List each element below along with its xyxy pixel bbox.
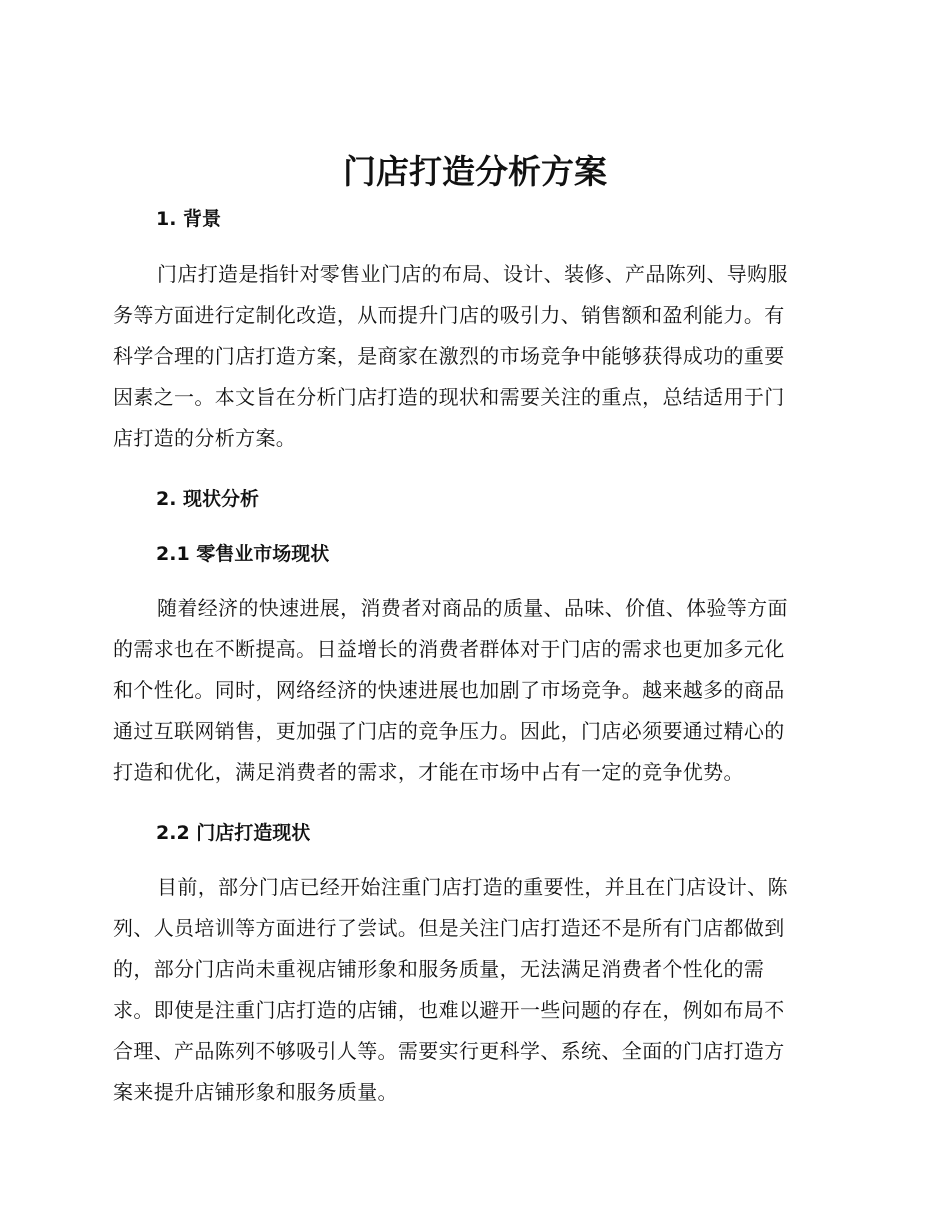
- paragraph-line: 门店打造是指针对零售业门店的布局、设计、装修、产品陈列、导购服: [157, 262, 788, 286]
- paragraph-line: 通过互联网销售，更加强了门店的竞争压力。因此，门店必须要通过精心的: [113, 719, 785, 743]
- paragraph-store-status: [113, 867, 833, 1113]
- paragraph-line: 和个性化。同时，网络经济的快速进展也加剧了市场竞争。越来越多的商品: [113, 678, 785, 702]
- paragraph-line: 打造和优化，满足消费者的需求，才能在市场中占有一定的竞争优势。: [113, 760, 744, 784]
- paragraph-line: 列、人员培训等方面进行了尝试。但是关注门店打造还不是所有门店都做到: [113, 916, 785, 940]
- paragraph-line: 合理、产品陈列不够吸引人等。需要实行更科学、系统、全面的门店打造方: [113, 1039, 785, 1063]
- paragraph-line: 求。即使是注重门店打造的店铺，也难以避开一些问题的存在，例如布局不: [113, 998, 785, 1022]
- paragraph-line: 的，部分门店尚未重视店铺形象和服务质量，无法满足消费者个性化的需: [113, 957, 765, 981]
- paragraph-line: 目前，部分门店已经开始注重门店打造的重要性，并且在门店设计、陈: [157, 875, 788, 899]
- paragraph-line: 科学合理的门店打造方案，是商家在激烈的市场竞争中能够获得成功的重要: [113, 344, 785, 368]
- paragraph-line: 务等方面进行定制化改造，从而提升门店的吸引力、销售额和盈利能力。有: [113, 303, 785, 327]
- section-heading-background: 1. 背景: [156, 208, 222, 230]
- paragraph-line: 的需求也在不断提高。日益增长的消费者群体对于门店的需求也更加多元化: [113, 637, 785, 661]
- section-heading-status-analysis: 2. 现状分析: [156, 488, 260, 510]
- paragraph-retail-market: [113, 588, 833, 793]
- subsection-heading-store-status: 2.2 门店打造现状: [156, 822, 311, 844]
- paragraph-line: 因素之一。本文旨在分析门店打造的现状和需要关注的重点，总结适用于门: [113, 385, 785, 409]
- document-title: 门店打造分析方案: [343, 152, 607, 191]
- subsection-heading-retail-market: 2.1 零售业市场现状: [156, 543, 330, 565]
- paragraph-background: [113, 254, 833, 459]
- paragraph-line: 案来提升店铺形象和服务质量。: [113, 1080, 398, 1104]
- paragraph-line: 随着经济的快速进展，消费者对商品的质量、品味、价值、体验等方面: [157, 596, 788, 620]
- paragraph-line: 店打造的分析方案。: [113, 426, 297, 450]
